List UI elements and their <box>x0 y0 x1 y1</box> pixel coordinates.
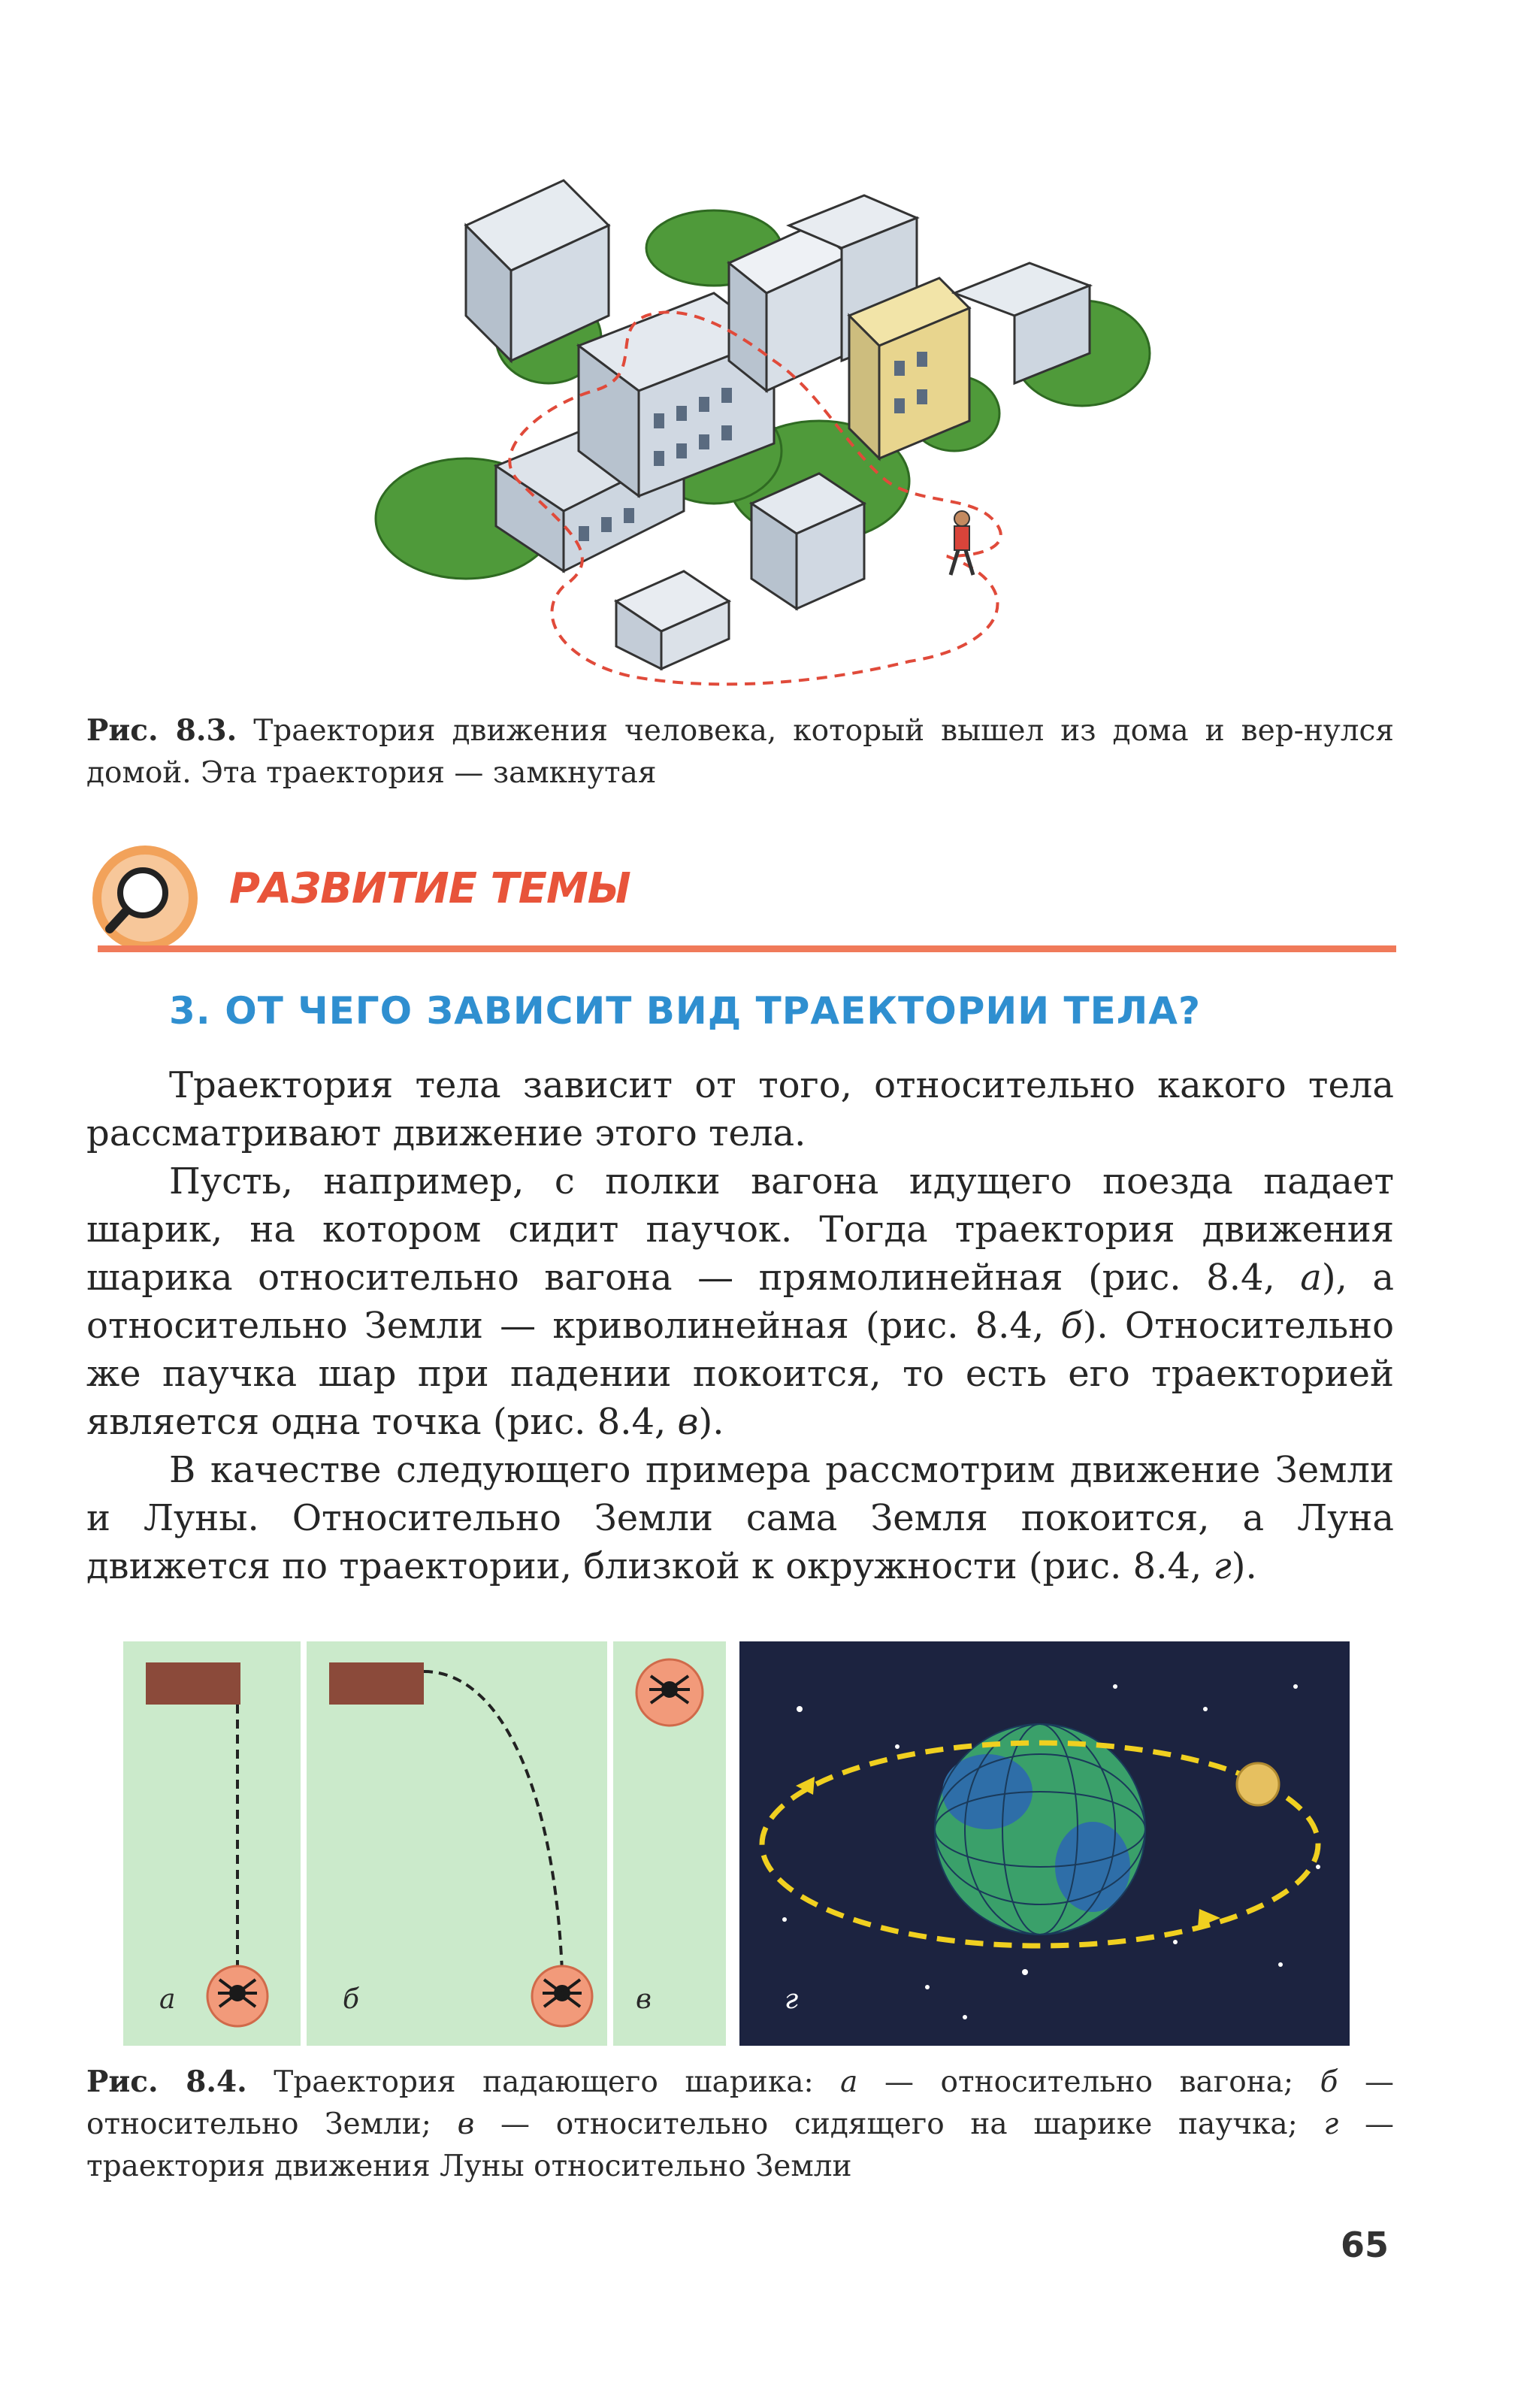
page-number: 65 <box>1341 2225 1389 2265</box>
paragraph-2: Пусть, например, с полки вагона идущего поезда падает шарик, на котором сидит паучок. Тогда траектория движения шарика относительно вагона — прямолинейная (рис. 8.4, а), а относительно Земли — криволинейная (рис. 8.4, б). Относительно же паучка шар при падении покоится, то есть его траекторией является одна точка (рис. 8.4, в). <box>86 1160 1394 1443</box>
paragraph-3: В качестве следующего примера рассмотрим движение Земли и Луны. Относительно Земли сама Земля покоится, а Луна движется по траектории, близкой к окружности (рис. 8.4, г). <box>86 1449 1394 1587</box>
panel-a-label: а <box>159 1984 176 2015</box>
moon <box>1237 1763 1279 1805</box>
paragraph-1: Траектория тела зависит от того, относительно какого тела рассматривают движение этого тела. <box>86 1064 1394 1154</box>
person-figure <box>951 511 973 575</box>
panel-a <box>123 1641 301 2046</box>
section-title: 3. ОТ ЧЕГО ЗАВИСИТ ВИД ТРАЕКТОРИИ ТЕЛА? <box>169 989 1201 1033</box>
rubric-title: РАЗВИТИЕ ТЕМЫ <box>229 864 630 913</box>
panel-g-label: г <box>785 1984 799 2015</box>
magnifier-icon <box>89 842 201 954</box>
figure-8-3-text: Траектория движения человека, который вышел из дома и вер-нулся домой. Эта траектория — замкнутая <box>86 714 1394 790</box>
panel-b <box>307 1641 607 2046</box>
body-text <box>86 1061 1394 1590</box>
panel-v <box>613 1641 726 2046</box>
rubric-divider <box>98 945 1396 952</box>
figure-8-3-caption <box>86 709 1394 794</box>
city-illustration <box>293 165 1195 691</box>
figure-8-4 <box>123 1641 1350 2046</box>
panel-g <box>739 1641 1350 2046</box>
panel-b-label: б <box>343 1984 359 2015</box>
figure-8-3-label: Рис. 8.3. <box>86 713 237 748</box>
figure-8-4-label: Рис. 8.4. <box>86 2065 247 2099</box>
figure-8-4-caption: Рис. 8.4. Траектория падающего шарика: а — относительно вагона; б — относительно Земли; в — относительно сидящего на шарике паучка; г — траектория движения Луны относительно Земли <box>86 2065 1394 2183</box>
panel-v-label: в <box>636 1984 652 2015</box>
